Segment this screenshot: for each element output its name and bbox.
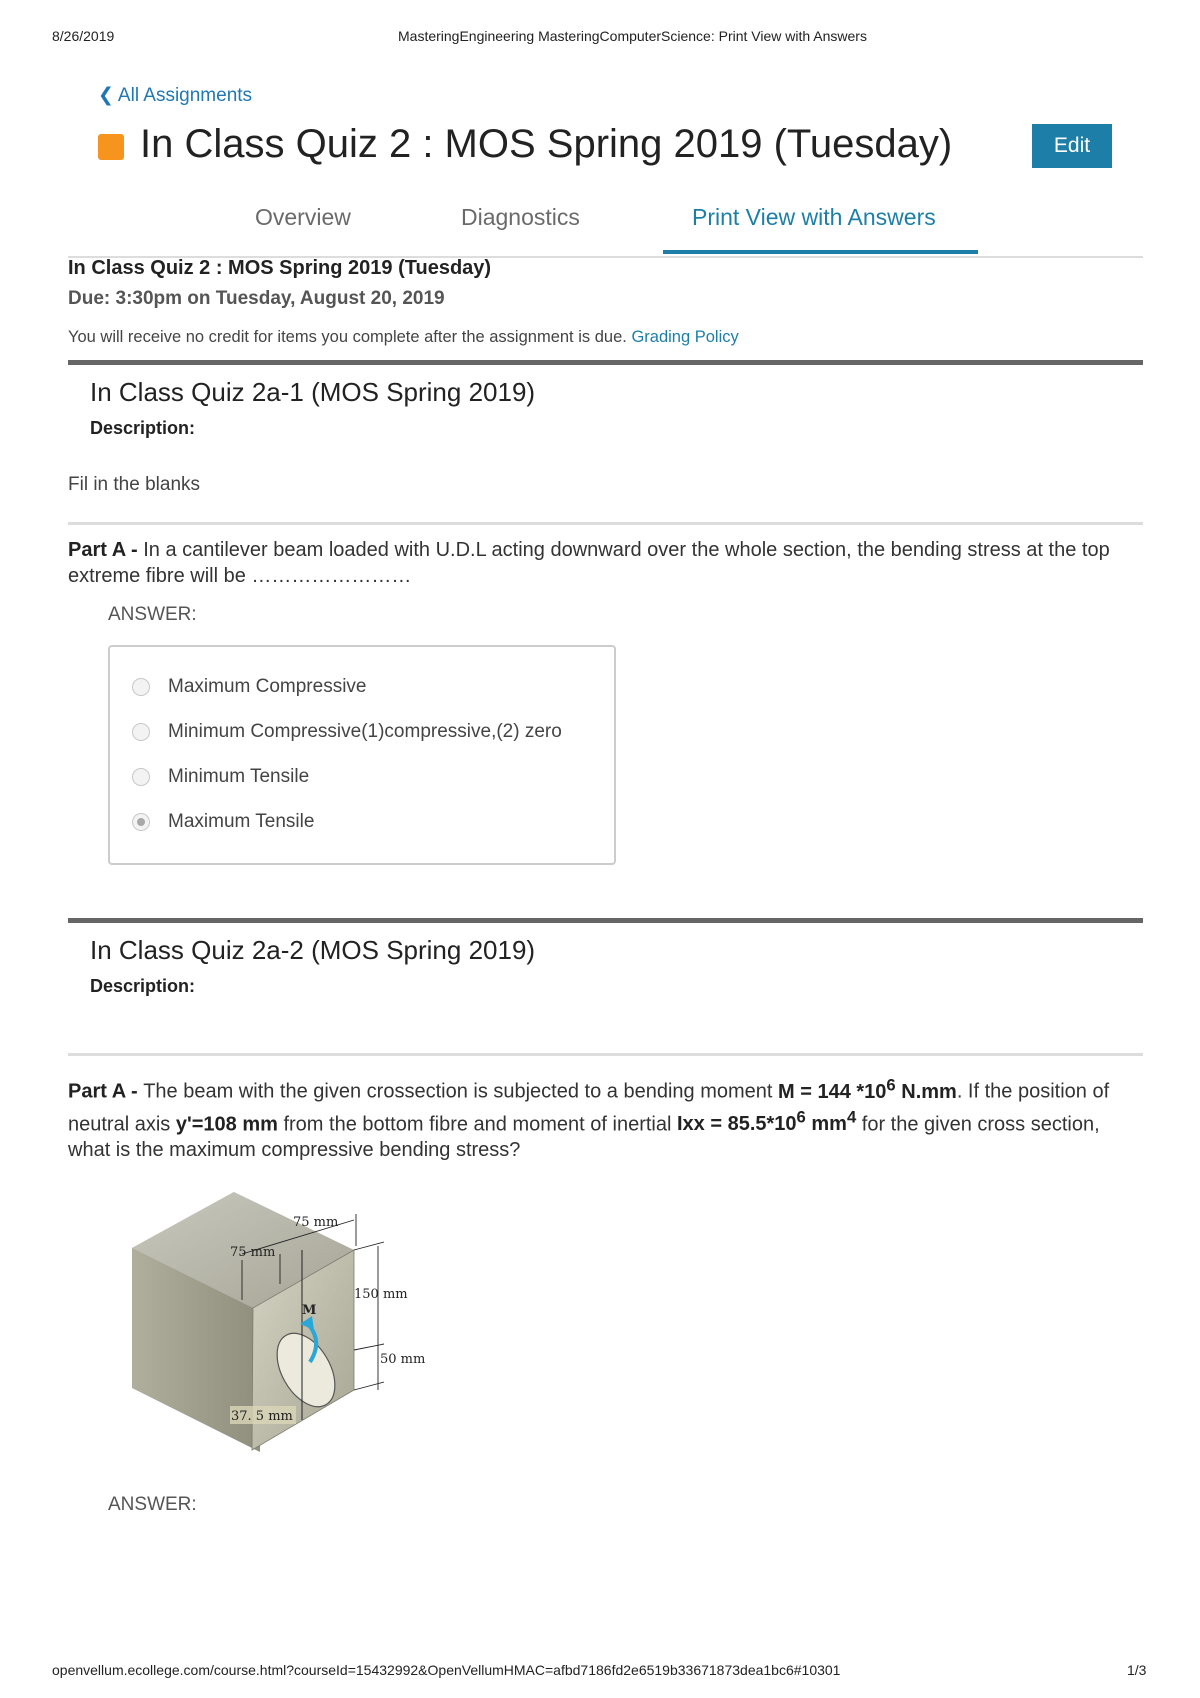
print-url: openvellum.ecollege.com/course.html?courseId=15432992&OpenVellumHMAC=afbd7186fd2e6519b33671873dea1bc6#10301 bbox=[52, 1662, 841, 1678]
part-label: Part A bbox=[68, 539, 126, 561]
choice-label: Minimum Compressive(1)compressive,(2) zero bbox=[168, 721, 562, 742]
description-label: Description: bbox=[90, 976, 196, 996]
print-doc-title: MasteringEngineering MasteringComputerScience: Print View with Answers bbox=[398, 28, 867, 44]
question-text: Part A - In a cantilever beam loaded with U.D.L acting downward over the whole section, the bending stress at the top extreme fibre will be …………………… bbox=[68, 539, 1110, 587]
tab-diagnostics[interactable]: Diagnostics bbox=[461, 204, 580, 230]
neutral-axis-value: y'=108 mm bbox=[175, 1113, 278, 1136]
tab-bar bbox=[68, 196, 1143, 258]
active-tab-indicator bbox=[663, 250, 978, 254]
chevron-left-icon: ❮ bbox=[98, 85, 114, 106]
question-body: from the bottom fibre and moment of inertial bbox=[277, 1113, 677, 1136]
item-title: In Class Quiz 2a-1 (MOS Spring 2019) bbox=[90, 377, 536, 407]
question-body: for the given cross section, what is the maximum compressive bending stress? bbox=[68, 1113, 1100, 1162]
radio-button[interactable] bbox=[132, 768, 150, 786]
description-label: Description: bbox=[90, 418, 196, 438]
radio-button-selected[interactable] bbox=[132, 813, 150, 831]
page-number: 1/3 bbox=[1127, 1662, 1147, 1678]
status-square-icon bbox=[98, 134, 124, 160]
tab-print-view[interactable]: Print View with Answers bbox=[692, 204, 936, 230]
question-body: The beam with the given crossection is subjected to a bending moment bbox=[143, 1080, 778, 1103]
choice-label: Maximum Compressive bbox=[168, 676, 367, 697]
late-credit-note bbox=[68, 328, 739, 347]
moment-label: M bbox=[302, 1303, 317, 1318]
question-text: Part A - The beam with the given crossection is subjected to a bending moment M = 144 $*10^6$ N.mm. If the position of neutral axis y'=108 mm from the bottom fibre and moment of inertial Ixx = $85.5*10^6$ $mm^4$ for the given cross section, what is the maximum compressive bending stress? bbox=[68, 1075, 1110, 1162]
print-date: 8/26/2019 bbox=[52, 28, 115, 44]
choice-label: Minimum Tensile bbox=[168, 766, 310, 787]
part-divider bbox=[68, 1053, 1143, 1056]
question-body: In a cantilever beam loaded with U.D.L acting downward over the whole section, the bending stress at the top extreme fibre will be …………………… bbox=[68, 539, 1110, 587]
radio-button[interactable] bbox=[132, 678, 150, 696]
grading-policy-link[interactable]: Grading Policy bbox=[631, 328, 739, 346]
page-title: In Class Quiz 2 : MOS Spring 2019 (Tuesday) bbox=[140, 122, 953, 166]
item-title: In Class Quiz 2a-2 (MOS Spring 2019) bbox=[90, 935, 536, 965]
edit-button[interactable]: Edit bbox=[1032, 124, 1112, 168]
beam-cross-section-figure bbox=[130, 1190, 470, 1485]
description-text: Fil in the blanks bbox=[68, 474, 201, 495]
choice-option[interactable] bbox=[132, 808, 314, 836]
moment-value: M = 144 $*10^6$ N.mm bbox=[778, 1075, 957, 1103]
radio-button[interactable] bbox=[132, 723, 150, 741]
answer-choices bbox=[108, 645, 616, 865]
all-assignments-link[interactable] bbox=[98, 84, 252, 107]
part-divider bbox=[68, 522, 1143, 525]
dimension-hole-label: 37. 5 mm bbox=[231, 1409, 293, 1424]
part-label: Part A bbox=[68, 1080, 126, 1103]
all-assignments-label: All Assignments bbox=[117, 85, 253, 106]
section-divider bbox=[68, 360, 1143, 365]
inertia-value: Ixx = $85.5*10^6$ $mm^4$ bbox=[676, 1107, 857, 1136]
answer-label: ANSWER: bbox=[108, 604, 197, 625]
dimension-height-label: 150 mm bbox=[354, 1287, 408, 1302]
assignment-info-title: In Class Quiz 2 : MOS Spring 2019 (Tuesday) bbox=[68, 257, 492, 279]
late-credit-text: You will receive no credit for items you complete after the assignment is due. bbox=[68, 328, 627, 346]
choice-option[interactable] bbox=[132, 673, 366, 701]
choice-option[interactable] bbox=[132, 763, 309, 791]
beam-diagram bbox=[130, 1190, 470, 1480]
dimension-top-label: 75 mm bbox=[293, 1215, 339, 1230]
dimension-lower-label: 50 mm bbox=[380, 1352, 426, 1367]
question-body: . If the position of neutral axis bbox=[68, 1080, 1110, 1136]
choice-label: Maximum Tensile bbox=[168, 811, 315, 832]
due-date: Due: 3:30pm on Tuesday, August 20, 2019 bbox=[68, 288, 445, 309]
dimension-left-label: 75 mm bbox=[230, 1245, 276, 1260]
answer-label: ANSWER: bbox=[108, 1494, 197, 1515]
assignment-header bbox=[98, 118, 1118, 176]
choice-option[interactable] bbox=[132, 718, 562, 746]
tab-overview[interactable]: Overview bbox=[255, 204, 351, 230]
section-divider bbox=[68, 918, 1143, 923]
